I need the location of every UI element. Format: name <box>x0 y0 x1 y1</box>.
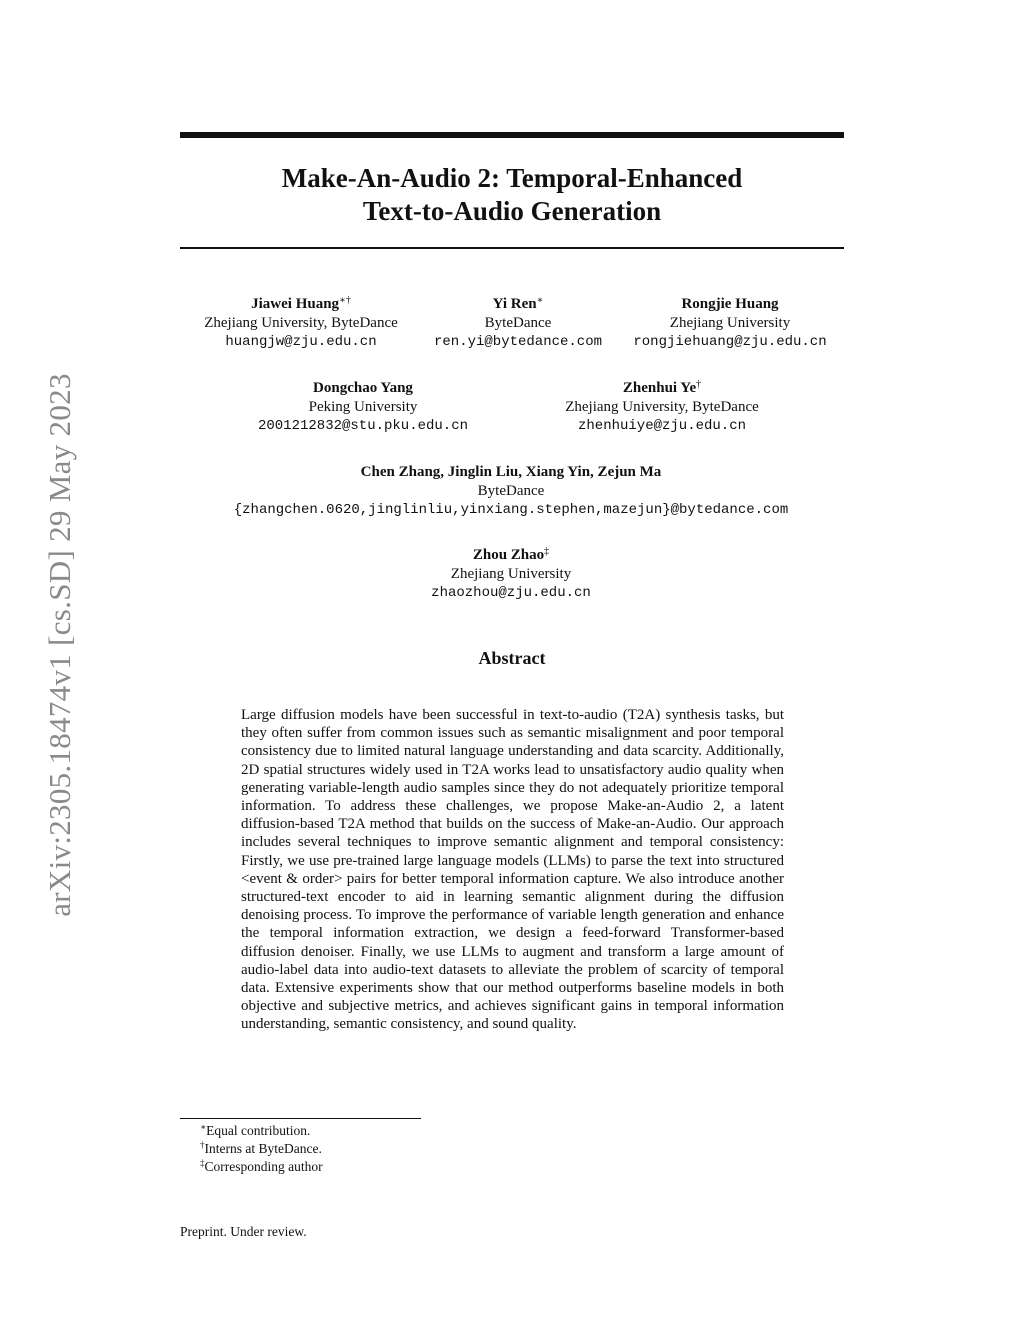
author-affiliation: ByteDance <box>484 315 552 331</box>
author-email[interactable]: zhenhuiye@zju.edu.cn <box>577 418 747 434</box>
author-name: Dongchao Yang <box>313 380 413 396</box>
author-affiliation: Zhejiang University <box>669 315 791 331</box>
author-mark: ∗† <box>339 295 351 306</box>
footnotes <box>200 1122 323 1176</box>
author-block <box>234 463 789 520</box>
author-affiliation: Zhejiang University, ByteDance <box>565 399 759 415</box>
author-email[interactable]: {zhangchen.0620,jinglinliu,yinxiang.stephen,mazejun}@bytedance.com <box>233 502 789 518</box>
author-name: Zhou Zhao‡ <box>472 546 550 563</box>
author-email[interactable]: rongjiehuang@zju.edu.cn <box>633 334 827 350</box>
author-email[interactable]: zhaozhou@zju.edu.cn <box>431 585 591 601</box>
abstract-body: Large diffusion models have been successful in text-to-audio (T2A) synthesis tasks, but they often suffer from common issues such as semantic misalignment and poor temporal consistency due to limited natural language understanding and data scarcity. Additionally, 2D spatial structures widely used in T2A works lead to unsatisfactory audio quality when generating variable-length audio samples since they do not adequately prioritize temporal information. To address these challenges, we propose Make-an-Audio 2, a latent diffusion-based T2A method that builds on the success of Make-an-Audio. Our approach includes several techniques to improve semantic alignment and temporal consistency: Firstly, we use pre-trained large language models (LLMs) to parse the text into structured <event & order> pairs for better temporal information capture. We also introduce another structured-text encoder to aid in learning semantic alignment during the diffusion denoising process. To improve the performance of variable length generation and enhance the temporal information extraction, we design a feed-forward Transformer-based diffusion denoiser. Finally, we use LLMs to augment and transform a large amount of audio-label data into audio-text datasets to alleviate the problem of scarcity of temporal data. Extensive experiments show that our method outperforms baseline models in both objective and subjective metrics, and achieves significant gains in temporal information understanding, semantic consistency, and sound quality. <box>241 707 784 1033</box>
footnote-mark: ‡ <box>200 1158 205 1168</box>
footnote: †Interns at ByteDance. <box>200 1140 322 1156</box>
author-name: Jiawei Huang∗† <box>251 295 351 312</box>
author-affiliation: Zhejiang University <box>450 566 572 582</box>
title-top-rule <box>180 132 844 138</box>
footnote: ∗Equal contribution. <box>200 1122 311 1138</box>
author-block <box>434 295 602 352</box>
author-email[interactable]: ren.yi@bytedance.com <box>433 334 603 350</box>
footnote-rule <box>180 1118 421 1119</box>
footnote-mark: † <box>200 1140 205 1150</box>
author-affiliation: ByteDance <box>477 483 545 499</box>
author-name: Rongjie Huang <box>681 296 779 312</box>
abstract-heading: Abstract <box>478 648 546 668</box>
author-block <box>258 379 468 436</box>
author-block <box>431 546 591 603</box>
author-name: Zhenhui Ye† <box>622 379 702 396</box>
author-mark: † <box>696 379 702 390</box>
author-mark: ‡ <box>544 546 550 557</box>
paper-title-line-1: Make-An-Audio 2: Temporal-Enhanced <box>281 163 743 193</box>
author-block <box>565 379 759 436</box>
title-bottom-rule <box>180 247 844 249</box>
paper-title-line-2: Text-to-Audio Generation <box>362 196 662 226</box>
preprint-notice: Preprint. Under review. <box>180 1224 307 1239</box>
author-block <box>204 295 398 352</box>
footnote-mark: ∗ <box>200 1122 207 1132</box>
author-mark: ∗ <box>536 295 544 306</box>
author-email[interactable]: 2001212832@stu.pku.edu.cn <box>257 418 469 434</box>
paper-title <box>180 162 844 228</box>
arxiv-identifier-stamp: arXiv:2305.18474v1 [cs.SD] 29 May 2023 <box>42 373 77 917</box>
author-name: Yi Ren∗ <box>492 295 544 312</box>
author-affiliation: Peking University <box>308 399 418 415</box>
author-email[interactable]: huangjw@zju.edu.cn <box>225 334 377 350</box>
footnote: ‡Corresponding author <box>200 1158 323 1174</box>
author-block <box>633 295 826 352</box>
author-name: Chen Zhang, Jinglin Liu, Xiang Yin, Zejun Ma <box>360 464 662 480</box>
author-affiliation: Zhejiang University, ByteDance <box>204 315 398 331</box>
